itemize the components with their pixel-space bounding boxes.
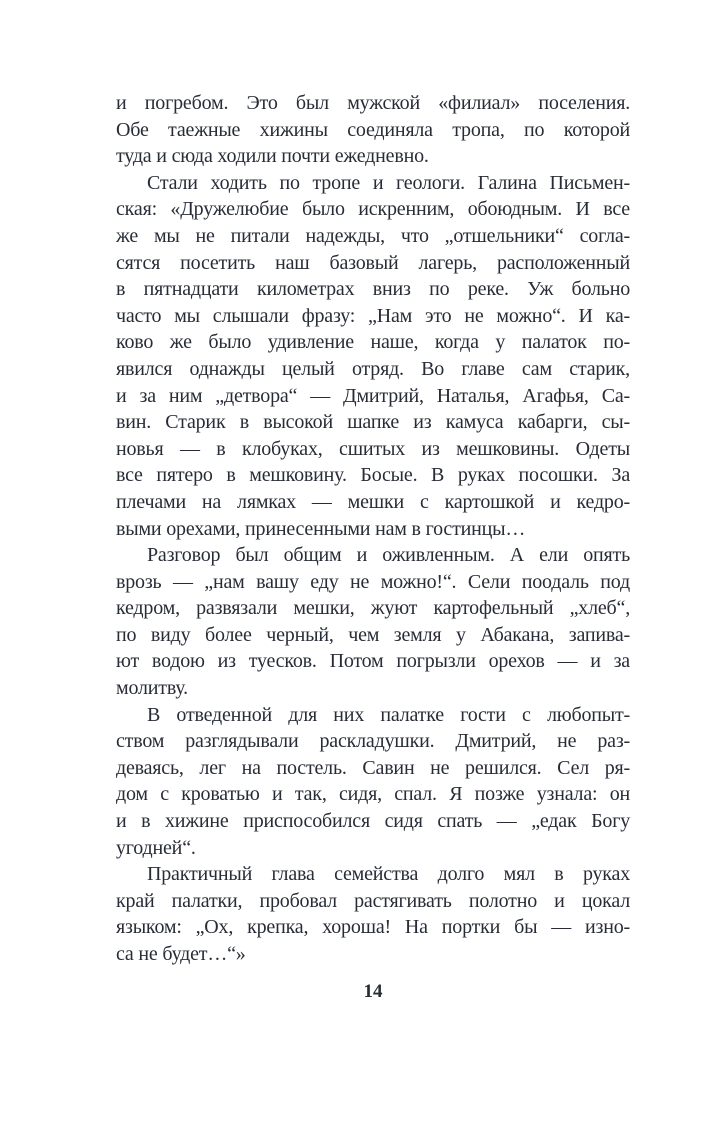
page-number: 14 <box>363 981 383 1002</box>
text-line: сятся посетить наш базовый лагерь, расположенный <box>116 251 630 274</box>
paragraph <box>116 861 630 967</box>
text-line: вин. Старик в высокой шапке из камуса кабарги, сы- <box>116 411 630 434</box>
text-line: врозь — „нам вашу еду не можно!“. Сели поодаль под <box>116 570 630 593</box>
paragraph <box>116 702 630 862</box>
text-line: в пятнадцати километрах вниз по реке. Уж больно <box>116 278 630 301</box>
text-line: и погребом. Это был мужской «филиал» поселения. <box>116 92 630 114</box>
text-line: Практичный глава семейства долго мял в руках <box>147 863 630 886</box>
text-line: новья — в клобуках, сшитых из мешковины. Одеты <box>116 437 630 460</box>
text-line: ково же было удивление наше, когда у палаток по- <box>116 331 630 354</box>
text-line: часто мы слышали фразу: „Нам это не можно“. И ка- <box>116 304 630 327</box>
text-line: ская: «Дружелюбие было искренним, обоюдным. И все <box>116 198 630 221</box>
text-line: дом с кроватью и так, сидя, спал. Я позже узнала: он <box>116 783 630 806</box>
text-line: выми орехами, принесенными нам в гостинцы… <box>116 517 526 540</box>
text-line: ством разглядывали раскладушки. Дмитрий, не раз- <box>116 730 630 753</box>
text-line: ют водою из туесков. Потом погрызли орехов — и за <box>116 650 630 673</box>
paragraph <box>116 90 630 170</box>
text-line: туда и сюда ходили почти ежедневно. <box>116 145 429 168</box>
text-line: и за ним „детвора“ — Дмитрий, Наталья, Агафья, Са- <box>116 384 630 407</box>
text-line: плечами на лямках — мешки с картошкой и кедро- <box>116 490 630 513</box>
paragraph <box>116 170 630 542</box>
text-line: угодней“. <box>116 836 196 859</box>
text-line: Разговор был общим и оживленным. А ели опять <box>147 544 630 567</box>
text-line: же мы не питали надежды, что „отшельники“ согла- <box>116 224 630 247</box>
text-line: край палатки, пробовал растягивать полотно и цокал <box>116 889 630 912</box>
text-line: Стали ходить по тропе и геологи. Галина Письмен- <box>147 171 630 194</box>
text-line: и в хижине приспособился сидя спать — „едак Богу <box>116 810 630 833</box>
text-line: са не будет…“» <box>116 943 246 965</box>
text-line: языком: „Ох, крепка, хороша! На портки бы — изно- <box>116 916 630 939</box>
text-line: деваясь, лег на постель. Савин не решился. Сел ря- <box>116 756 630 779</box>
text-line: молитву. <box>116 677 188 700</box>
text-line: В отведенной для них палатке гости с любопыт- <box>147 703 630 726</box>
text-line: Обе таежные хижины соединяла тропа, по которой <box>116 118 630 141</box>
text-line: кедром, развязали мешки, жуют картофельный „хлеб“, <box>116 597 630 620</box>
paragraph <box>116 542 630 702</box>
text-block <box>116 90 630 968</box>
text-line: явился однажды целый отряд. Во главе сам старик, <box>116 357 630 380</box>
text-line: все пятеро в мешковину. Босые. В руках посошки. За <box>116 464 630 487</box>
text-line: по виду более черный, чем земля у Абакана, запива- <box>116 623 630 646</box>
